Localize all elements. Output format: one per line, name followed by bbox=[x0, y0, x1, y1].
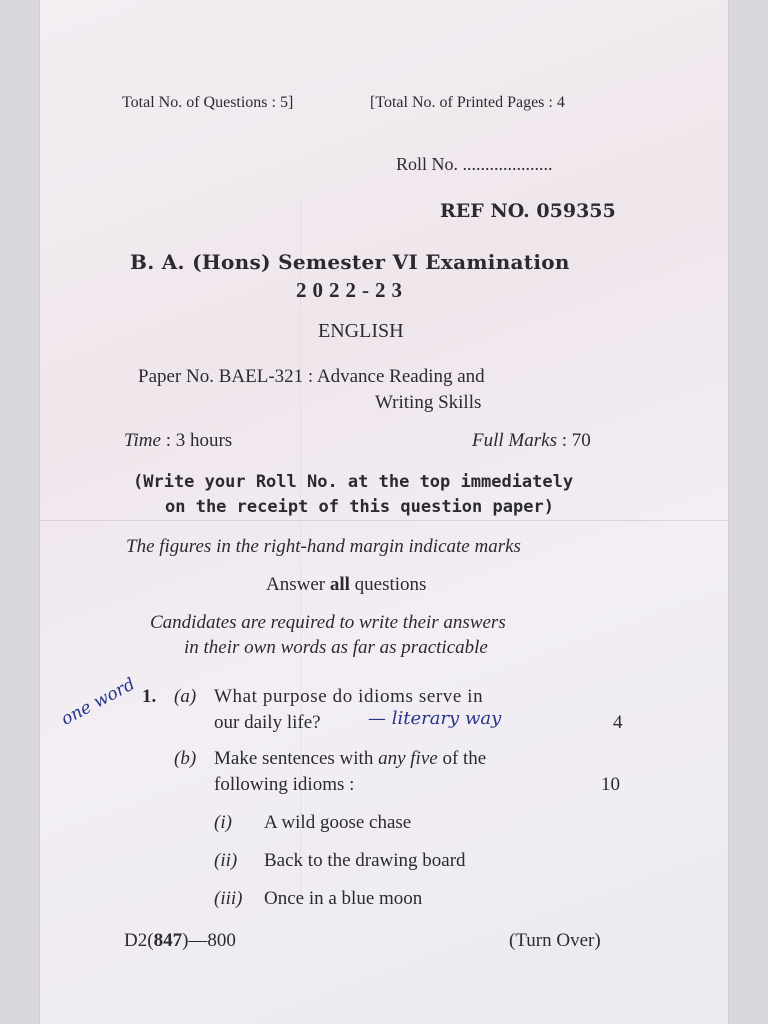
paper-code-pre: D2( bbox=[124, 930, 154, 951]
ref-no: REF NO. 059355 bbox=[440, 200, 616, 222]
paper-code-bold: 847 bbox=[153, 930, 183, 951]
idiom-3-text: Once in a blue moon bbox=[264, 888, 423, 909]
answer-pre: Answer bbox=[266, 574, 326, 595]
answer-post: questions bbox=[354, 574, 427, 595]
question-b-post: of the bbox=[442, 748, 487, 769]
figures-instruction: The figures in the right-hand margin indicate marks bbox=[126, 536, 521, 557]
paper-code bbox=[124, 930, 236, 952]
question-b-label: (b) bbox=[174, 748, 197, 769]
handwritten-margin-note: one word bbox=[58, 674, 139, 730]
answer-all-instruction bbox=[266, 574, 426, 596]
turn-over: (Turn Over) bbox=[509, 930, 601, 951]
roll-instruction-line1: (Write your Roll No. at the top immediately bbox=[133, 472, 574, 492]
question-a-line1: What purpose do idioms serve in bbox=[214, 686, 484, 707]
full-marks-label: Full Marks bbox=[472, 430, 557, 451]
paper-code-post: )—800 bbox=[182, 930, 236, 951]
paper-crease bbox=[40, 520, 728, 521]
question-b-pre: Make sentences with bbox=[214, 748, 374, 769]
paper-no-line1: Paper No. BAEL-321 : Advance Reading and bbox=[138, 366, 485, 387]
idiom-2-text: Back to the drawing board bbox=[264, 850, 466, 871]
question-b-marks: 10 bbox=[601, 774, 620, 795]
question-a-label: (a) bbox=[174, 686, 197, 707]
candidates-instruction-line1: Candidates are required to write their answers bbox=[150, 612, 506, 633]
question-b-line2: following idioms : bbox=[214, 774, 355, 795]
answer-bold: all bbox=[329, 574, 350, 595]
printed-pages: [Total No. of Printed Pages : 4 bbox=[370, 94, 565, 111]
subject: ENGLISH bbox=[318, 320, 404, 342]
time bbox=[124, 430, 232, 452]
idiom-2-label: (ii) bbox=[214, 850, 238, 871]
question-number: 1. bbox=[142, 686, 157, 707]
roll-no: Roll No. .................... bbox=[396, 154, 553, 174]
total-questions: Total No. of Questions : 5] bbox=[122, 94, 294, 111]
question-a-line2: our daily life? bbox=[214, 712, 321, 733]
idiom-1-label: (i) bbox=[214, 812, 232, 833]
time-label: Time bbox=[124, 430, 161, 451]
exam-title: B. A. (Hons) Semester VI Examination bbox=[130, 250, 570, 274]
idiom-1-text: A wild goose chase bbox=[264, 812, 412, 833]
full-marks-value: : 70 bbox=[561, 430, 591, 451]
candidates-instruction-line2: in their own words as far as practicable bbox=[184, 637, 488, 658]
question-b-line1 bbox=[214, 748, 486, 770]
time-value: : 3 hours bbox=[165, 430, 233, 451]
question-b-ital: any five bbox=[378, 748, 438, 769]
handwritten-answer-note: — literary way bbox=[368, 708, 502, 729]
full-marks bbox=[472, 430, 591, 452]
roll-instruction-line2: on the receipt of this question paper) bbox=[165, 497, 554, 517]
question-a-marks: 4 bbox=[613, 712, 623, 733]
paper-no-line2: Writing Skills bbox=[375, 392, 482, 413]
idiom-3-label: (iii) bbox=[214, 888, 243, 909]
exam-year: 2022-23 bbox=[296, 278, 408, 302]
